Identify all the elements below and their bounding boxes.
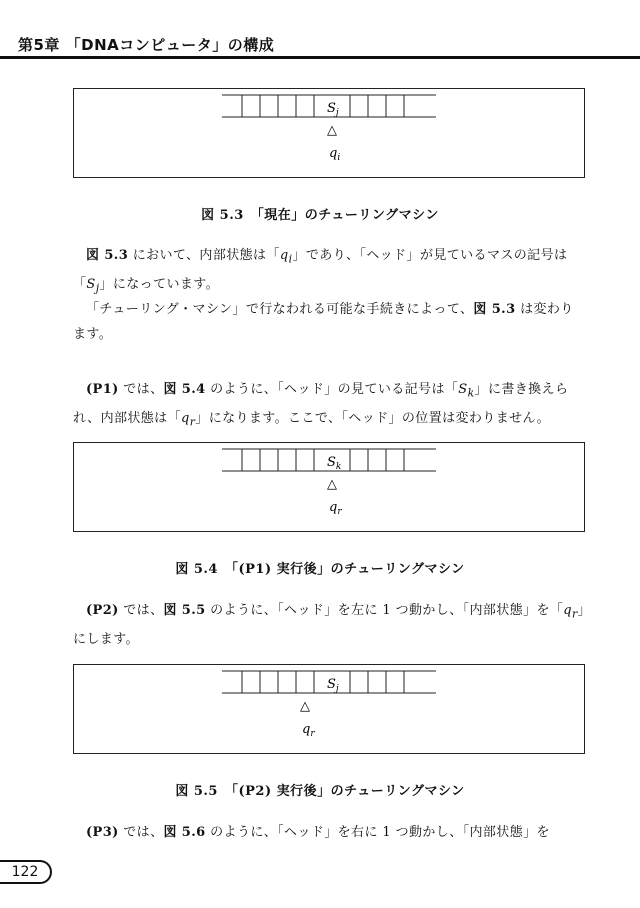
tape-cell-symbol: $S_k$ bbox=[327, 455, 342, 472]
header-rule bbox=[0, 56, 640, 59]
turing-machine-diagram bbox=[74, 665, 584, 753]
figure-caption: 図 5.5 「(P2) 実行後」のチューリングマシン bbox=[175, 784, 465, 799]
paragraph: (P2) では、図 5.5 のように、「ヘッド」を左に 1 つ動かし、「内部状態」を「$q_r$」にします。 bbox=[73, 603, 585, 647]
figure-5-3 bbox=[73, 88, 585, 178]
page-number: 122 bbox=[0, 860, 52, 884]
head-triangle-icon: △ bbox=[327, 123, 337, 138]
paragraph: (P1) では、図 5.4 のように、「ヘッド」の見ている記号は「$S_k$」に書き換えられ、内部状態は「$q_r$」になります。ここで、「ヘッド」の位置は変わりません。 bbox=[73, 382, 569, 429]
chapter-header: 第5章 「DNAコンピュータ」の構成 bbox=[18, 36, 275, 54]
tape-cell-symbol: $S_j$ bbox=[327, 101, 339, 118]
figure-caption: 図 5.3 「現在」のチューリングマシン bbox=[201, 208, 439, 223]
state-label: $q_r$ bbox=[302, 722, 315, 739]
head-triangle-icon: △ bbox=[327, 477, 337, 492]
figure-caption: 図 5.4 「(P1) 実行後」のチューリングマシン bbox=[175, 562, 465, 577]
state-label: $q_r$ bbox=[329, 500, 342, 517]
figure-5-4 bbox=[73, 442, 585, 532]
state-label: $q_i$ bbox=[329, 146, 341, 163]
turing-machine-diagram bbox=[74, 443, 584, 531]
paragraph: 「チューリング・マシン」で行なわれる可能な手続きによって、図 5.3 は変わります。 bbox=[73, 302, 574, 342]
paragraph: (P3) では、図 5.6 のように、「ヘッド」を右に 1 つ動かし、「内部状態」を bbox=[86, 825, 550, 840]
turing-machine-diagram bbox=[74, 89, 584, 177]
paragraph: 図 5.3 において、内部状態は「$q_i$」であり、「ヘッド」が見ているマスの記号は「$S_j$」になっています。 bbox=[73, 248, 568, 295]
figure-5-5 bbox=[73, 664, 585, 754]
head-triangle-icon: △ bbox=[300, 699, 310, 714]
tape-cell-symbol: $S_j$ bbox=[327, 677, 339, 694]
